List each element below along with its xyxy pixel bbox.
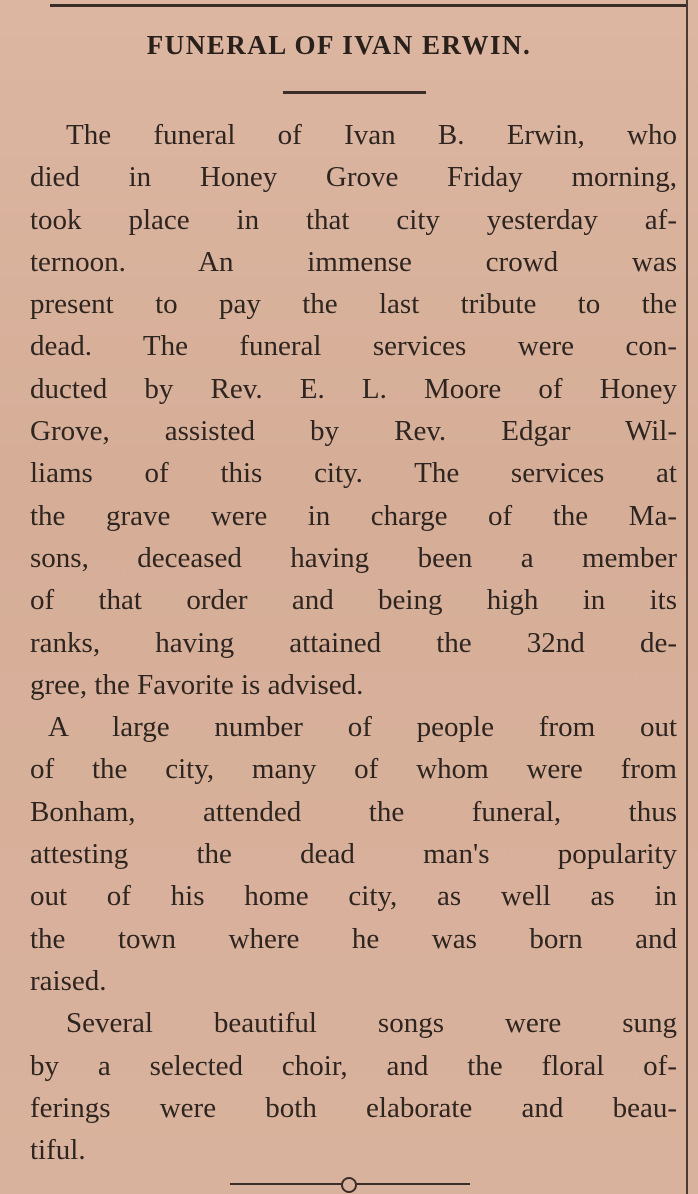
article-line: by a selected choir, and the floral of- <box>30 1049 677 1082</box>
article-line: dead. The funeral services were con- <box>30 330 677 363</box>
article-line: attesting the dead man's popularity <box>30 838 677 871</box>
article-line: the grave were in charge of the Ma- <box>30 499 677 532</box>
article-line: out of his home city, as well as in <box>30 880 677 913</box>
headline-divider <box>283 91 426 94</box>
article-line: Grove, assisted by Rev. Edgar Wil- <box>30 415 677 448</box>
article-line: tiful. <box>30 1134 86 1167</box>
article-line: gree, the Favorite is advised. <box>30 668 364 701</box>
article-line: took place in that city yesterday af- <box>30 203 677 236</box>
article-line: A large number of people from out <box>48 711 677 744</box>
column-edge-rule <box>686 0 688 1194</box>
article-line: of the city, many of whom were from <box>30 753 677 786</box>
article-line: Several beautiful songs were sung <box>66 1007 677 1040</box>
article-line: liams of this city. The services at <box>30 457 677 490</box>
article-line: died in Honey Grove Friday morning, <box>30 161 677 194</box>
article-line: of that order and being high in its <box>30 584 677 617</box>
article-line: ternoon. An immense crowd was <box>30 245 677 278</box>
article-line: ducted by Rev. E. L. Moore of Honey <box>30 372 677 405</box>
article-line: ferings were both elaborate and beau- <box>30 1091 677 1124</box>
article-body <box>30 114 677 1171</box>
article-line: raised. <box>30 964 107 997</box>
article-line: The funeral of Ivan B. Erwin, who <box>66 119 677 151</box>
article-line: present to pay the last tribute to the <box>30 288 677 321</box>
article-line: sons, deceased having been a member <box>30 541 677 574</box>
article-headline: FUNERAL OF IVAN ERWIN. <box>146 30 532 60</box>
article-line: Bonham, attended the funeral, thus <box>30 795 677 828</box>
article-line: the town where he was born and <box>30 922 677 955</box>
ornament-circle-icon <box>341 1177 357 1193</box>
article-line: ranks, having attained the 32nd de- <box>30 626 677 659</box>
top-column-rule <box>50 4 688 7</box>
